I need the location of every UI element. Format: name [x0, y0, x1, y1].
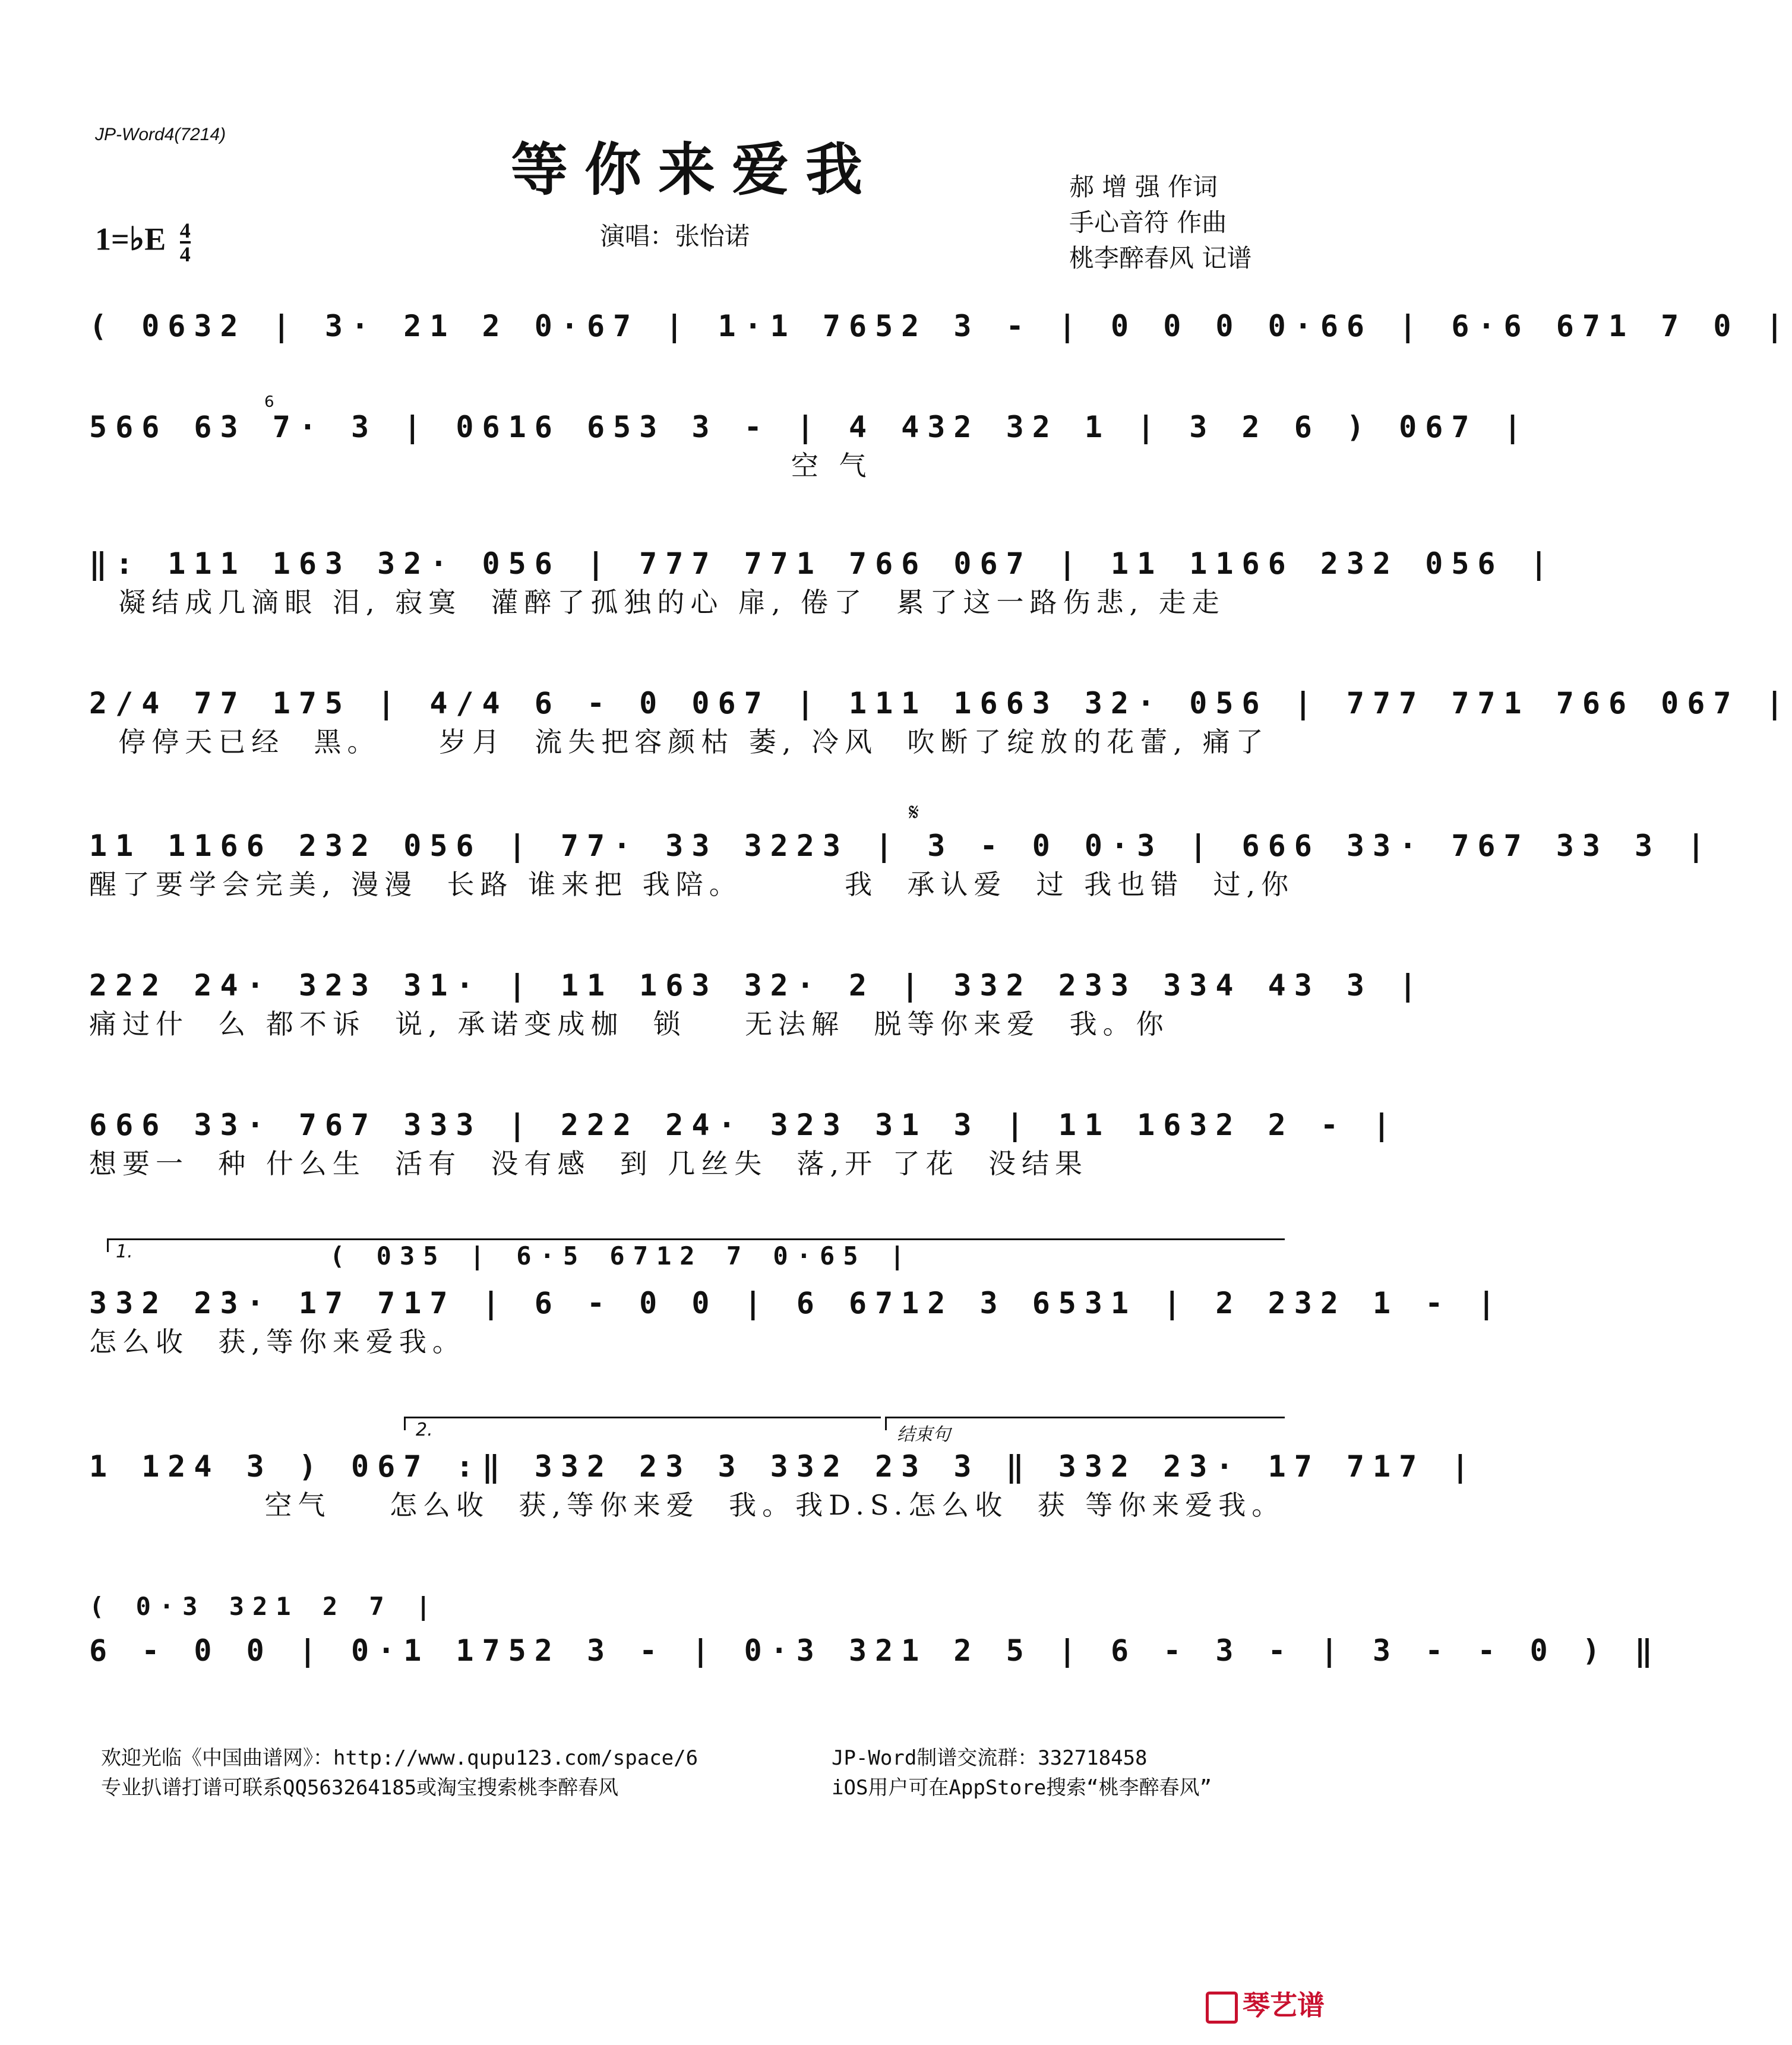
logo-icon: [1206, 1992, 1238, 2024]
key-signature: [95, 220, 191, 265]
song-title: 等你来爱我: [511, 136, 879, 203]
lyric-line: 空 气: [89, 450, 873, 482]
software-tag: JP-Word4(7214): [95, 125, 226, 144]
time-bottom: 4: [179, 242, 191, 266]
accompaniment-line: ( 035 | 6·5 6712 7 0·65 |: [330, 1241, 914, 1270]
credits-block: [1069, 169, 1251, 276]
time-top: 4: [179, 219, 191, 242]
coda-label: 结束句: [897, 1424, 950, 1445]
accompaniment-row-1: [330, 1241, 914, 1270]
segno-sign: 𝄋: [909, 799, 919, 826]
score-row-8: [89, 1286, 1504, 1360]
notation-line: 222 24· 323 31· | 11 163 32· 2 | 332 233 334 43 3 |: [89, 968, 1426, 1003]
notation-line: 11 1166 232 056 | 77· 33 3223 | 3 - 0 0·3 | 666 33· 767 33 3 |: [89, 829, 1714, 863]
key-label: 1=♭E: [95, 221, 166, 257]
score-row-10: [89, 1633, 1661, 1668]
score-row-4: [89, 686, 1792, 760]
notation-line: 6 - 0 0 | 0·1 1752 3 - | 0·3 321 2 5 | 6 - 3 - | 3 - - 0 ) ‖: [89, 1633, 1661, 1668]
second-ending-bracket: [404, 1417, 881, 1430]
footer-ios: iOS用户可在AppStore搜索“桃李醉春风”: [832, 1776, 1212, 1800]
second-ending-label: 2.: [416, 1420, 433, 1440]
composer-credit: 手心音符 作曲: [1069, 208, 1227, 237]
lyric-line: 停停天已经 黑。 岁月 流失把容颜枯 萎, 冷风 吹断了绽放的花蕾, 痛了: [89, 726, 1269, 758]
footer-group: JP-Word制谱交流群：332718458: [832, 1746, 1148, 1770]
notation-line: 332 23· 17 717 | 6 - 0 0 | 6 6712 3 6531 | 2 232 1 - |: [89, 1286, 1504, 1320]
lyric-line: 醒了要学会完美, 漫漫 长路 谁来把 我陪。 我 承认爱 过 我也错 过,你: [89, 868, 1295, 900]
time-signature: [180, 220, 191, 265]
lyric-line: 痛过什 么 都不诉 说, 承诺变成枷 锁 无法解 脱等你来爱 我。你: [89, 1008, 1170, 1040]
singer-credit: 演唱：张怡诺: [600, 222, 750, 251]
notation-line: 566 63 7· 3 | 0616 653 3 - | 4 432 32 1 | 3 2 6 ) 067 |: [89, 410, 1530, 444]
logo-text: 琴艺谱: [1243, 1989, 1325, 2021]
notation-line: ‖: 111 163 32· 056 | 777 771 766 067 | 11 1166 232 056 |: [89, 546, 1556, 581]
lyricist-credit: 郝 增 强 作词: [1069, 172, 1218, 201]
lyric-line: 空气 怎么收 获,等你来爱 我。我D.S.怎么收 获 等你来爱我。: [89, 1489, 1285, 1521]
transcriber-credit: 桃李醉春风 记谱: [1069, 244, 1252, 273]
footer-left: [101, 1743, 698, 1803]
first-ending-label: 1.: [116, 1241, 133, 1262]
notation-line: 666 33· 767 333 | 222 24· 323 31 3 | 11 1632 2 - |: [89, 1108, 1399, 1142]
score-row-1: [89, 309, 1792, 343]
accompaniment-row-2: [89, 1592, 1301, 1621]
footer-right: [832, 1743, 1212, 1803]
lyric-line: 想要一 种 什么生 活有 没有感 到 几丝失 落,开 了花 没结果: [89, 1148, 1088, 1180]
notation-line: 1 124 3 ) 067 :‖ 332 23 3 332 23 3 ‖ 332 23· 17 717 |: [89, 1449, 1478, 1484]
site-logo: [1206, 1984, 1325, 2024]
score-row-5: [89, 799, 1714, 902]
score-row-9: [89, 1449, 1478, 1523]
score-row-3: [89, 546, 1556, 620]
lyric-line: 凝结成几滴眼 泪, 寂寞 灌醉了孤独的心 扉, 倦了 累了这一路伤悲, 走走: [89, 586, 1225, 618]
notation-line: 2/4 77 175 | 4/4 6 - 0 067 | 111 1663 32· 056 | 777 771 766 067 |: [89, 686, 1792, 720]
score-row-7: [89, 1108, 1399, 1181]
accompaniment-line: ( 0·3 321 2 7 |: [89, 1592, 440, 1621]
footer-site-link[interactable]: 欢迎光临《中国曲谱网》：http://www.qupu123.com/space/6: [101, 1746, 699, 1770]
footer-contact: 专业扒谱打谱可联系QQ563264185或淘宝搜索桃李醉春风: [101, 1776, 619, 1800]
notation-line: ( 0632 | 3· 21 2 0·67 | 1·1 7652 3 - | 0 0 0 0·66 | 6·6 671 7 0 |: [89, 309, 1792, 343]
score-row-2: [89, 393, 1530, 483]
score-row-6: [89, 968, 1426, 1042]
lyric-line: 怎么收 获,等你来爱我。: [89, 1326, 466, 1358]
grace-note: 6: [264, 393, 274, 411]
